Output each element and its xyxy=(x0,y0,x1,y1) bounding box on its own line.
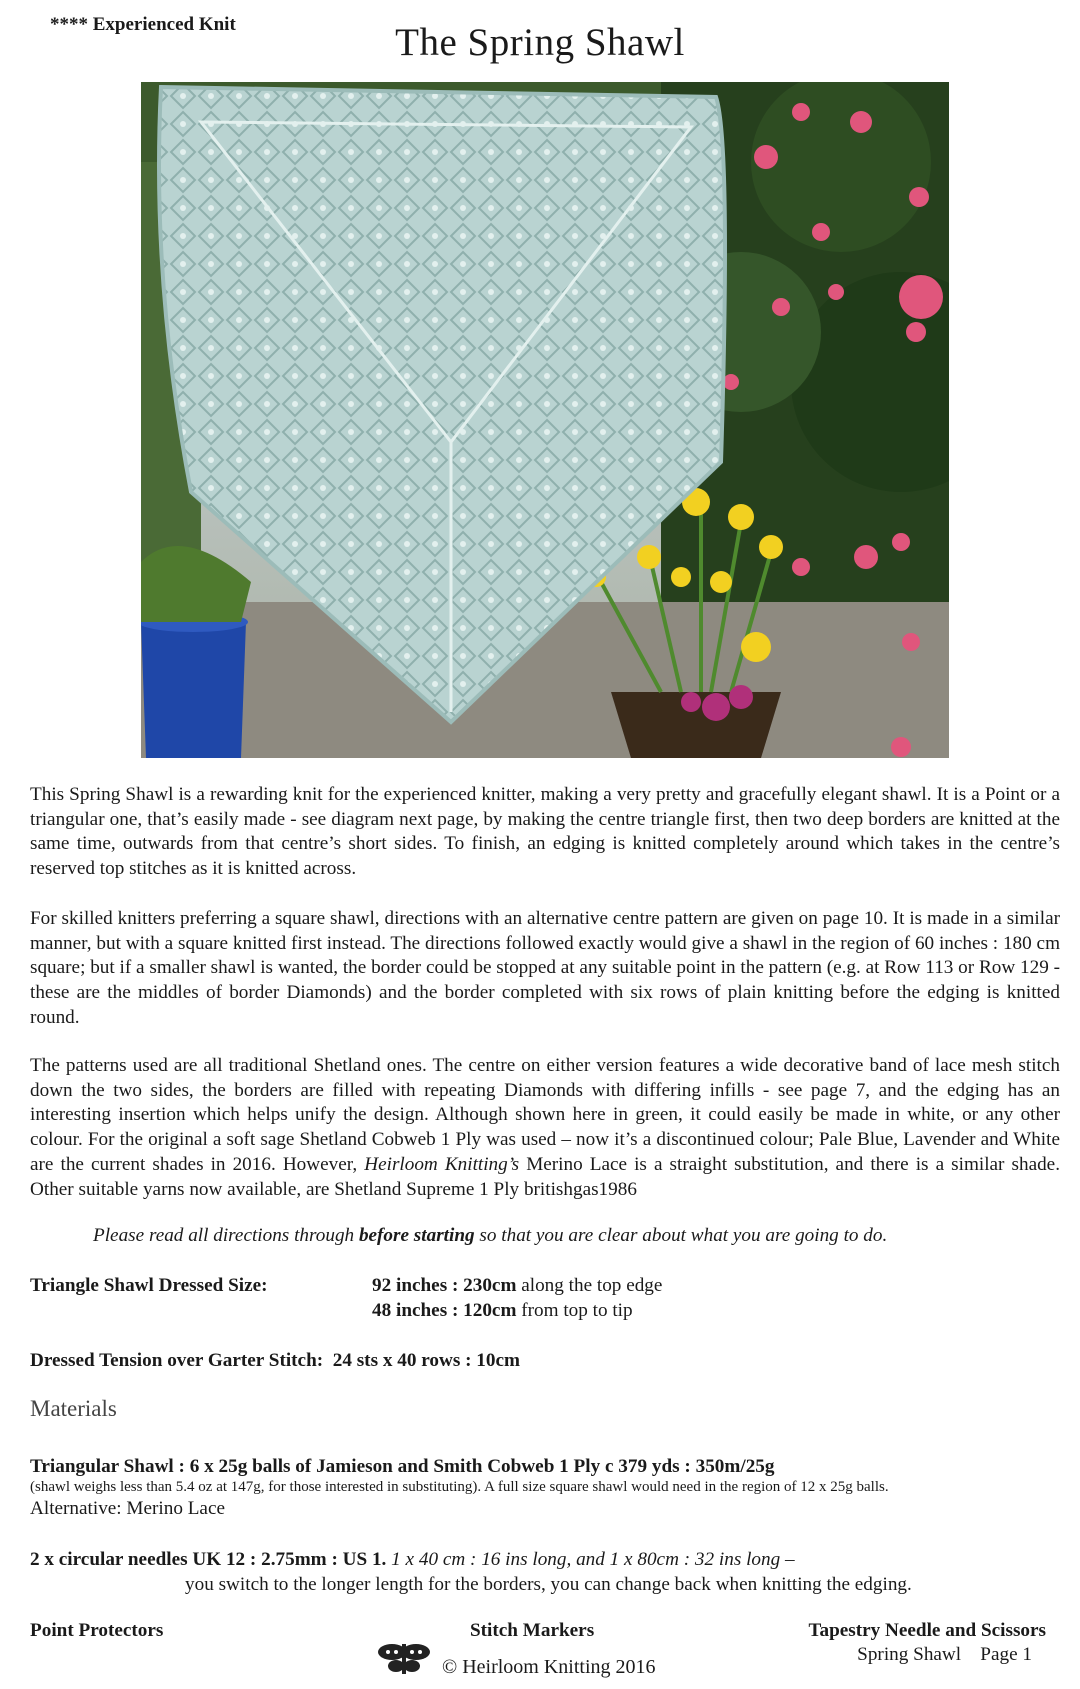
size-value-top-edge xyxy=(372,1275,662,1297)
page-number: Spring Shawl Page 1 xyxy=(857,1644,1032,1665)
heirloom-logo-icon xyxy=(374,1638,434,1678)
needles-note: you switch to the longer length for the borders, you can change back when knitting the edging. xyxy=(185,1574,912,1595)
yarn-note: (shawl weighs less than 5.4 oz at 147g, for those interested in substituting). A full size square shawl would need in the region of 12 x 25g balls. xyxy=(30,1479,889,1495)
p3-text-a: The patterns used are all traditional Shetland ones. The centre on either version features a wide decorative band of lace mesh stitch down the two sides, the borders are filled with repeating Diamonds with differing infills - see page 7, and the edging has an interesting insertion which helps unify the design. Although shown here in green, it could easily be made in white, or any other colour. For the original a soft sage Shetland Cobweb 1 Ply was used – now it’s a discontinued colour; Pale Blue, Lavender and White are the current shades in 2016. However, xyxy=(30,1055,1060,1175)
alternative-yarn: Alternative: Merino Lace xyxy=(30,1498,225,1519)
intro-paragraph-1: This Spring Shawl is a rewarding knit for the experienced knitter, making a very pretty and gracefully elegant shawl. It is a Point or a triangular one, that’s easily made - see diagram next page, by making the centre triangle first, then two deep borders are knitted at the same time, outwards from that centre’s short sides. To finish, an edging is knitted completely around which takes in the centre’s reserved top stitches as it is knitted across. xyxy=(30,784,1060,880)
page-title: The Spring Shawl xyxy=(395,21,685,64)
intro-paragraph-3 xyxy=(30,1054,1060,1202)
needles-bold: 2 x circular needles UK 12 : 2.75mm : US 1. xyxy=(30,1549,387,1570)
brand-name: Heirloom Knitting’s xyxy=(364,1153,520,1175)
difficulty-rating: **** Experienced Knit xyxy=(50,14,236,35)
tension-value: 24 sts x 40 rows : 10cm xyxy=(332,1350,520,1371)
p3-text-b: Merino Lace is a straight substitution, and there is a similar shade. Other suitable yarns now available, are Shetland Supreme 1 Ply britishgas1986 xyxy=(30,1153,1060,1200)
size-2-bold: 48 inches : 120cm xyxy=(372,1300,517,1321)
needles-line xyxy=(30,1549,795,1571)
size-label: Triangle Shawl Dressed Size: xyxy=(30,1275,268,1296)
materials-heading: Materials xyxy=(30,1396,117,1421)
yarn-line: Triangular Shawl : 6 x 25g balls of Jamieson and Smith Cobweb 1 Ply c 379 yds : 350m/25g xyxy=(30,1456,775,1477)
intro-paragraph-2: For skilled knitters preferring a square shawl, directions with an alternative centre pattern are given on page 10. It is made in a similar manner, but with a square knitted first instead. The directions followed exactly would give a shawl in the region of 60 inches : 180 cm square; but if a smaller shawl is wanted, the border could be stopped at any suitable point in the pattern (e.g. at Row 113 or Row 129 - these are the middles of border Diamonds) and the border completed with six rows of plain knitting before the edging is knitted round. xyxy=(30,908,1060,1028)
shawl-photo xyxy=(141,82,949,758)
needles-italic: 1 x 40 cm : 16 ins long, and 1 x 80cm : 32 ins long – xyxy=(386,1549,795,1570)
tapestry-needle: Tapestry Needle and Scissors xyxy=(808,1620,1046,1641)
tension-label: Dressed Tension over Garter Stitch: xyxy=(30,1350,324,1371)
size-2-rest: from top to tip xyxy=(516,1300,633,1321)
tension-line xyxy=(30,1350,520,1372)
copyright: © Heirloom Knitting 2016 xyxy=(442,1656,656,1678)
size-1-bold: 92 inches : 230cm xyxy=(372,1275,517,1296)
size-value-top-to-tip xyxy=(372,1300,633,1322)
point-protectors: Point Protectors xyxy=(30,1620,164,1641)
note-emphasis: before starting xyxy=(358,1225,475,1246)
note-text-b: so that you are clear about what you are going to do. xyxy=(474,1225,888,1246)
stitch-markers: Stitch Markers xyxy=(470,1620,595,1641)
read-first-note xyxy=(93,1225,887,1247)
size-1-rest: along the top edge xyxy=(516,1275,663,1296)
note-text-a: Please read all directions through xyxy=(93,1225,359,1246)
